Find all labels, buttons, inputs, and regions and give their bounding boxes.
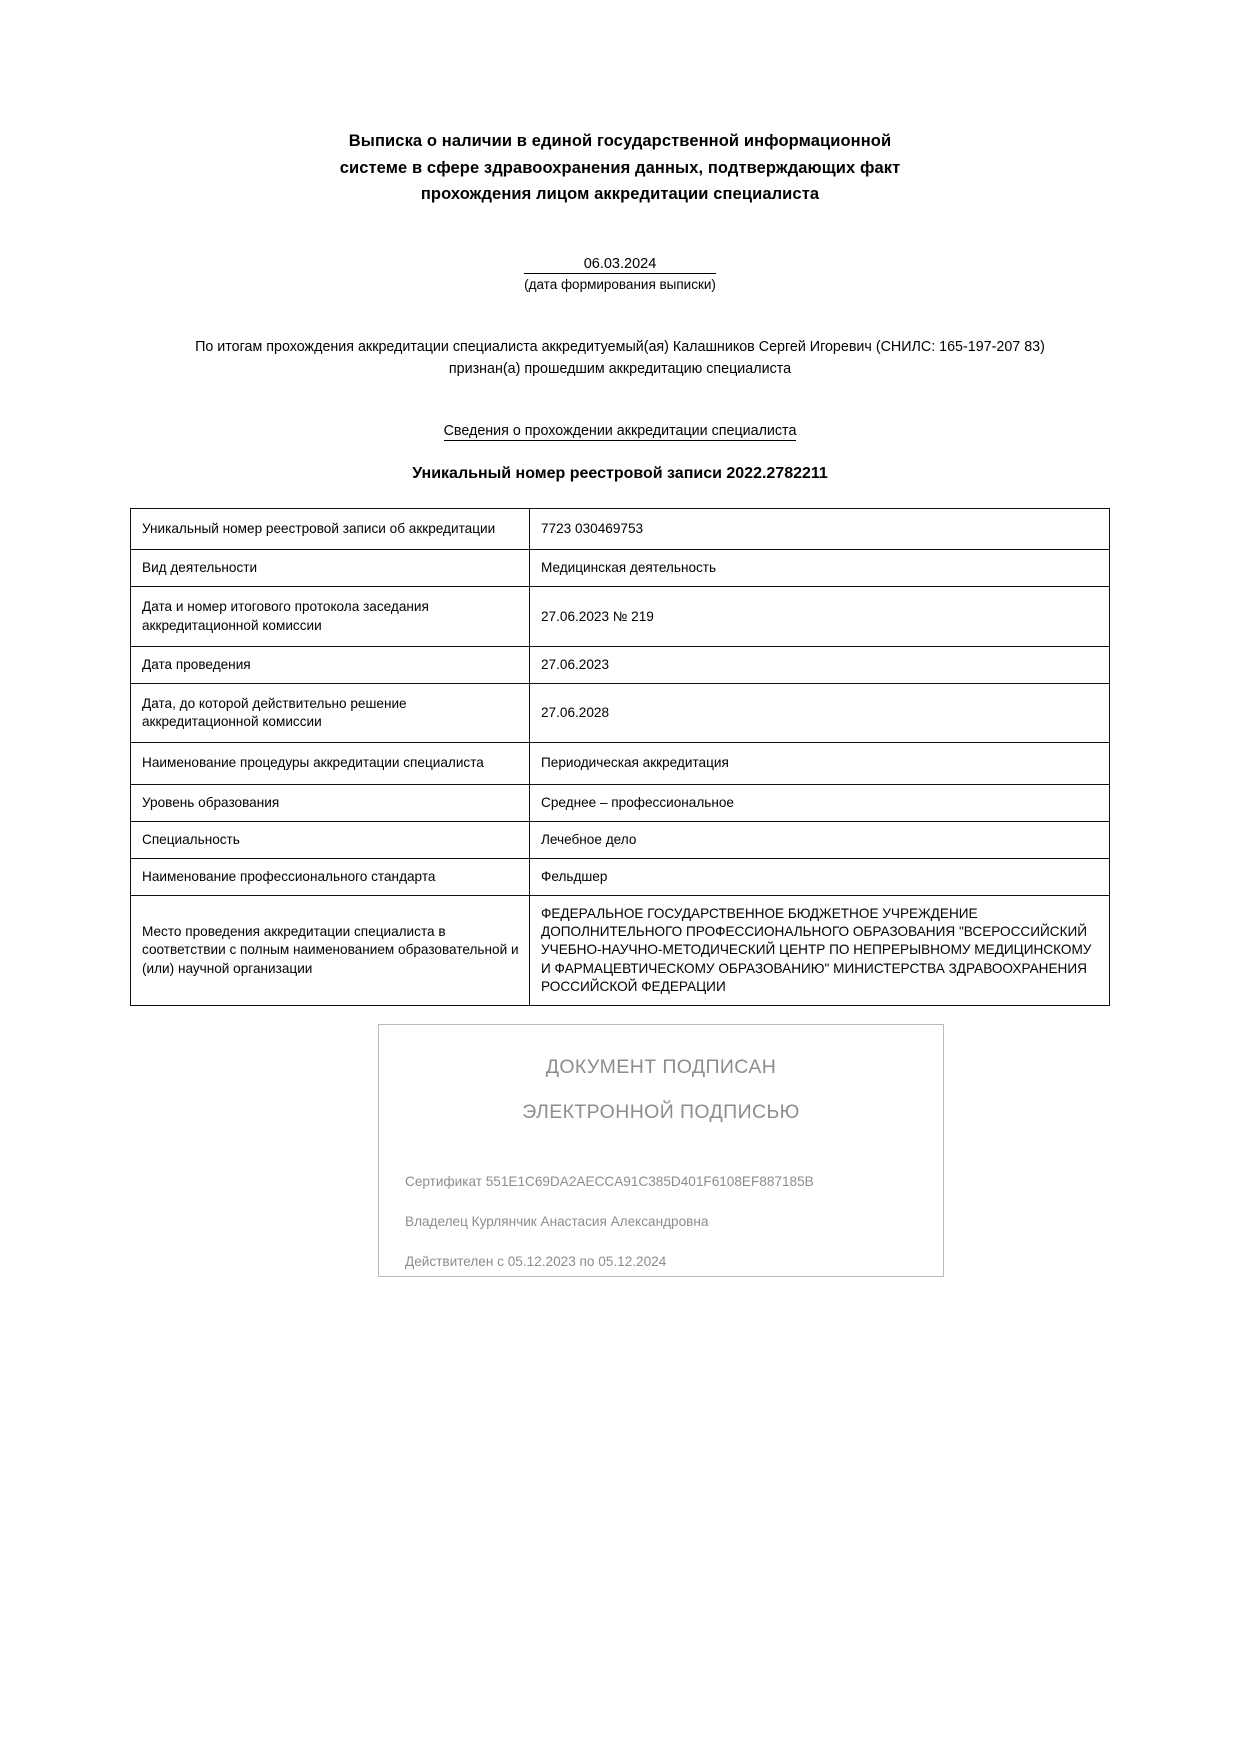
formation-date-caption: (дата формирования выписки) [524,277,716,293]
table-cell-value: Лечебное дело [530,821,1110,858]
table-cell-value: 7723 030469753 [530,509,1110,550]
table-cell-label: Место проведения аккредитации специалиста в соответствии с полным наименованием образовательной и (или) научной организации [131,896,530,1005]
table-cell-value: ФЕДЕРАЛЬНОЕ ГОСУДАРСТВЕННОЕ БЮДЖЕТНОЕ УЧРЕЖДЕНИЕ ДОПОЛНИТЕЛЬНОГО ПРОФЕССИОНАЛЬНОГО ОБРАЗОВАНИЯ "ВСЕРОССИЙСКИЙ УЧЕБНО-НАУЧНО-МЕТОДИЧЕСКИЙ ЦЕНТР ПО НЕПРЕРЫВНОМУ МЕДИЦИНСКОМУ И ФАРМАЦЕВТИЧЕСКОМУ ОБРАЗОВАНИЮ" МИНИСТЕРСТВА ЗДРАВООХРАНЕНИЯ РОССИЙСКОЙ ФЕДЕРАЦИИ [530,896,1110,1005]
stamp-owner: Владелец Курлянчик Анастасия Александровна [405,1214,709,1229]
table-row [131,743,1110,784]
table-cell-label: Специальность [131,821,530,858]
table-cell-value: 27.06.2023 [530,646,1110,683]
table-row [131,587,1110,646]
table-cell-label: Дата проведения [131,646,530,683]
record-number: Уникальный номер реестровой записи 2022.2782211 [412,465,828,483]
section-heading-text: Сведения о прохождении аккредитации специалиста [443,423,797,440]
formation-date-block [0,256,1240,294]
table-cell-label: Вид деятельности [131,550,530,587]
page-title-line-3: прохождения лицом аккредитации специалиста [420,185,820,204]
table-cell-value: Медицинская деятельность [530,550,1110,587]
stamp-title-line-1: ДОКУМЕНТ ПОДПИСАН [545,1056,777,1078]
table-row [131,859,1110,896]
page-title-line-1: Выписка о наличии в единой государственной информационной [348,132,892,150]
stamp-title-line-2: ЭЛЕКТРОННОЙ ПОДПИСЬЮ [522,1101,800,1123]
page-title [270,0,970,208]
table-cell-label: Наименование процедуры аккредитации специалиста [131,743,530,784]
formation-date-value: 06.03.2024 [524,256,716,274]
table-cell-value: Периодическая аккредитация [530,743,1110,784]
table-row [131,509,1110,550]
accreditation-info-table [130,508,1110,1006]
section-heading [0,423,1240,439]
table-cell-value: 27.06.2023 № 219 [530,587,1110,646]
table-cell-label: Уникальный номер реестровой записи об аккредитации [131,509,530,550]
table-row [131,896,1110,1005]
intro-line-2: признан(а) прошедшим аккредитацию специалиста [448,360,792,377]
formation-date-inner [524,256,716,292]
stamp-certificate: Сертификат 551E1C69DA2AECCA91C385D401F6108EF887185B [405,1174,814,1189]
table-cell-label: Уровень образования [131,784,530,821]
table-row [131,684,1110,743]
intro-paragraph [0,337,1240,380]
electronic-signature-stamp [378,1024,944,1277]
table-cell-label: Наименование профессионального стандарта [131,859,530,896]
table-cell-value: 27.06.2028 [530,684,1110,743]
table-cell-label: Дата, до которой действительно решение аккредитационной комиссии [131,684,530,743]
stamp-validity: Действителен с 05.12.2023 по 05.12.2024 [405,1254,667,1269]
table-cell-label: Дата и номер итогового протокола заседания аккредитационной комиссии [131,587,530,646]
table-row [131,784,1110,821]
table-row [131,646,1110,683]
intro-line-1: По итогам прохождения аккредитации специалиста аккредитуемый(ая) Калашников Сергей Игоревич (СНИЛС: 165-197-207 83) [195,339,1045,356]
table-row [131,550,1110,587]
table-cell-value: Фельдшер [530,859,1110,896]
table-cell-value: Среднее – профессиональное [530,784,1110,821]
table-row [131,821,1110,858]
page-title-line-2: системе в сфере здравоохранения данных, подтверждающих факт [339,158,901,177]
